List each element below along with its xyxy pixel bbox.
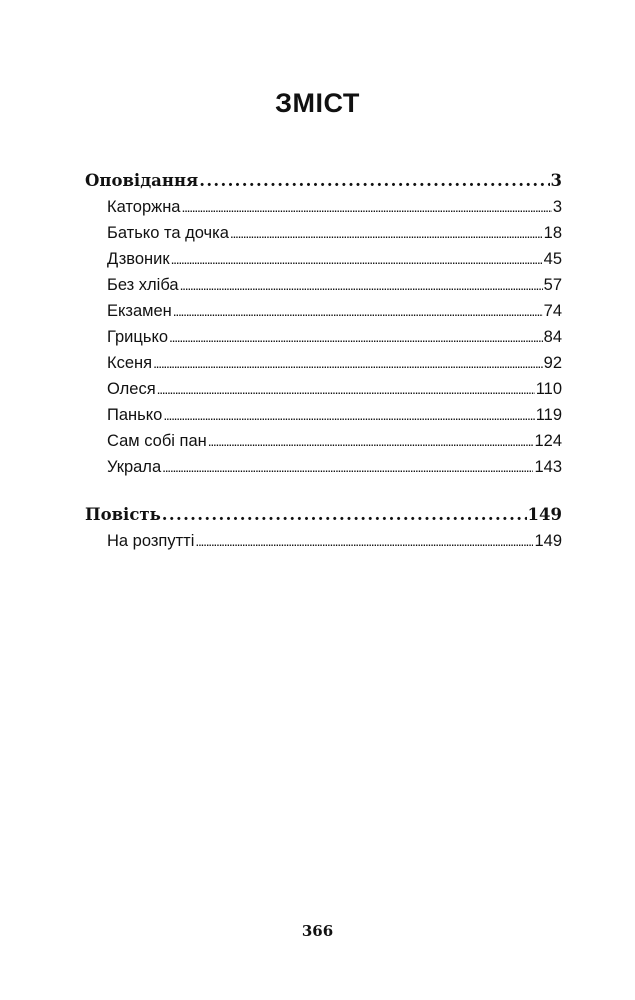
toc-entry[interactable] bbox=[107, 454, 562, 480]
toc-page-number: 3 bbox=[550, 171, 562, 190]
dot-leader bbox=[181, 194, 551, 220]
dot-leader bbox=[208, 428, 534, 454]
dot-leader bbox=[171, 246, 543, 272]
dot-leader bbox=[180, 272, 543, 298]
footer-page-number: 366 bbox=[301, 922, 334, 940]
dot-leader bbox=[173, 298, 543, 324]
toc-entry[interactable] bbox=[107, 324, 562, 350]
dot-leader bbox=[157, 376, 535, 402]
toc-page-number: 74 bbox=[543, 302, 562, 320]
toc-section-heading[interactable] bbox=[85, 502, 562, 528]
dot-leader bbox=[230, 220, 543, 246]
toc-page-number: 149 bbox=[527, 505, 562, 524]
toc-entry[interactable] bbox=[107, 428, 562, 454]
toc-entry[interactable] bbox=[107, 528, 562, 554]
toc-section-title: Повість bbox=[85, 505, 161, 524]
dot-leader bbox=[169, 324, 543, 350]
dot-leader bbox=[199, 168, 549, 194]
toc-entry[interactable] bbox=[107, 350, 562, 376]
toc-entry[interactable] bbox=[107, 246, 562, 272]
toc-page-number: 119 bbox=[535, 406, 562, 424]
dot-leader bbox=[162, 454, 533, 480]
toc-entry[interactable] bbox=[107, 220, 562, 246]
toc-entry[interactable] bbox=[107, 298, 562, 324]
toc-page-number: 92 bbox=[543, 354, 562, 372]
table-of-contents bbox=[85, 168, 562, 554]
toc-entry-title: Без хліба bbox=[107, 276, 179, 294]
toc-entry-title: Екзамен bbox=[107, 302, 172, 320]
toc-page-number: 3 bbox=[552, 198, 562, 216]
dot-leader bbox=[195, 528, 533, 554]
toc-page-number: 18 bbox=[543, 224, 562, 242]
toc-entry-title: На розпутті bbox=[107, 532, 195, 550]
toc-section-novella bbox=[85, 502, 562, 554]
toc-page-number: 143 bbox=[534, 458, 562, 476]
toc-entry-title: Дзвоник bbox=[107, 250, 170, 268]
page-title: ЗМІСТ bbox=[275, 88, 360, 118]
toc-page-number: 45 bbox=[543, 250, 562, 268]
toc-entry-title: Олеся bbox=[107, 380, 156, 398]
toc-entry[interactable] bbox=[107, 376, 562, 402]
toc-section-title: Оповідання bbox=[85, 171, 199, 190]
toc-page-number: 57 bbox=[543, 276, 562, 294]
toc-page-number: 110 bbox=[535, 380, 562, 398]
toc-entry-title: Сам собі пан bbox=[107, 432, 207, 450]
toc-entry[interactable] bbox=[107, 194, 562, 220]
toc-section-stories bbox=[85, 168, 562, 480]
toc-entry-title: Украла bbox=[107, 458, 162, 476]
toc-page-number: 149 bbox=[534, 532, 562, 550]
toc-entry-title: Каторжна bbox=[107, 198, 181, 216]
dot-leader bbox=[162, 502, 527, 528]
toc-page-number: 124 bbox=[534, 432, 562, 450]
toc-section-heading[interactable] bbox=[85, 168, 562, 194]
toc-entry-title: Батько та дочка bbox=[107, 224, 229, 242]
toc-entry[interactable] bbox=[107, 272, 562, 298]
toc-entry-title: Ксеня bbox=[107, 354, 153, 372]
toc-entry[interactable] bbox=[107, 402, 562, 428]
dot-leader bbox=[163, 402, 534, 428]
toc-entry-title: Панько bbox=[107, 406, 163, 424]
dot-leader bbox=[153, 350, 543, 376]
toc-page-number: 84 bbox=[543, 328, 562, 346]
toc-entry-title: Грицько bbox=[107, 328, 169, 346]
